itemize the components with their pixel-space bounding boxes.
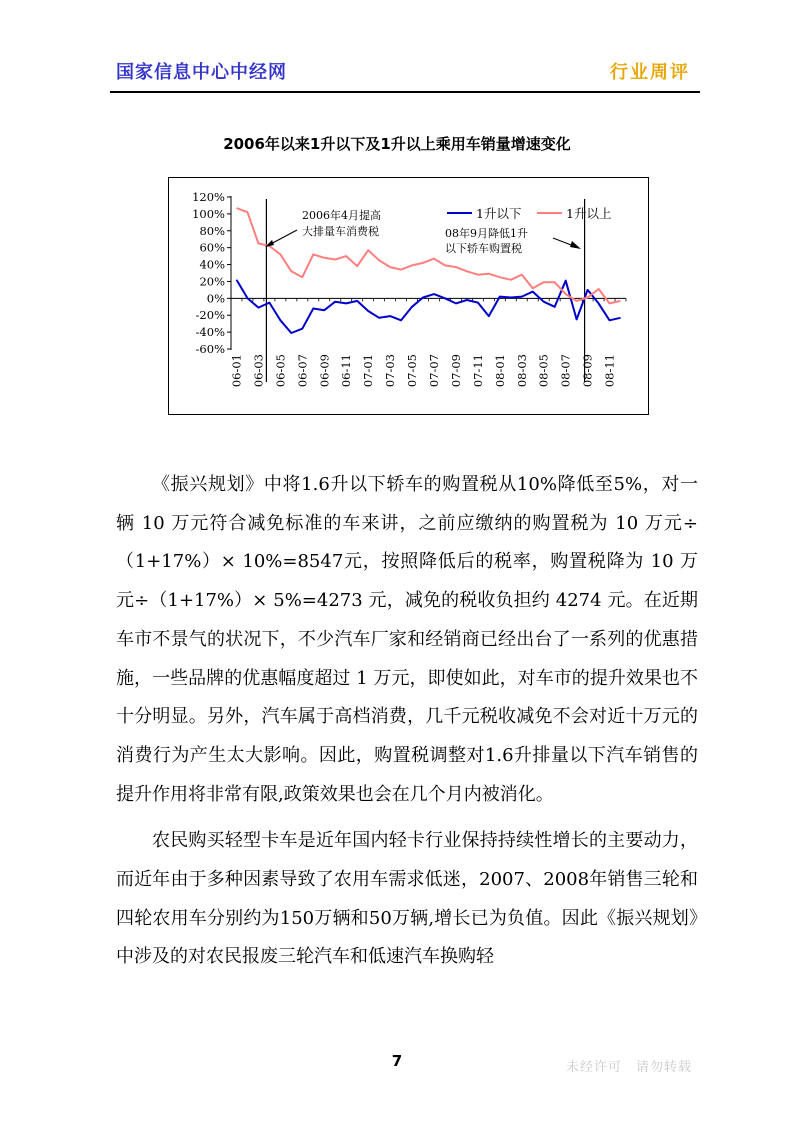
annotation-2-line-2: 以下轿车购置税 bbox=[445, 242, 522, 255]
page-number: 7 bbox=[391, 1052, 403, 1070]
paragraph-2: 农民购买轻型卡车是近年国内轻卡行业保持持续性增长的主要动力，而近年由于多种因素导致了农用车需求低迷，2007、2008年销售三轮和四轮农用车分别约为150万辆和50万辆,增长已为负值。因此《振兴规划》中涉及的对农民报废三轮汽车和低速汽车换购轻 bbox=[116, 830, 698, 968]
y-tick-label: 120% bbox=[192, 190, 225, 204]
x-tick-label: 08-07 bbox=[558, 354, 573, 388]
x-tick-label: 08-11 bbox=[602, 354, 617, 388]
x-tick-label: 06-05 bbox=[273, 354, 288, 388]
legend-label-1: 1升以下 bbox=[476, 206, 522, 221]
site-name: 国家信息中心中经网 bbox=[116, 62, 287, 83]
x-tick-label: 06-03 bbox=[251, 354, 266, 388]
x-tick-label: 08-09 bbox=[580, 354, 595, 388]
y-tick-label: 40% bbox=[199, 257, 225, 272]
x-tick-label: 07-03 bbox=[383, 354, 398, 388]
series-line-1 bbox=[237, 280, 621, 333]
x-tick-label: 06-01 bbox=[229, 354, 244, 388]
x-tick-label: 07-01 bbox=[361, 354, 376, 388]
header-divider bbox=[110, 91, 700, 93]
y-tick-label: -20% bbox=[195, 308, 225, 323]
x-tick-label: 06-07 bbox=[295, 354, 310, 388]
annotation-1-line-2: 大排量车消费税 bbox=[302, 225, 379, 238]
paragraph-1: 《振兴规划》中将1.6升以下轿车的购置税从10%降低至5%，对一辆 10 万元符合减免标准的车来讲，之前应缴纳的购置税为 10 万元÷（1+17%）× 10%=8547元，按照降低后的税率，购置税降为 10 万元÷（1+17%）× 5%=4273 元，减免的税收负担约 4274 元。在近期车市不景气的状况下，不少汽车厂家和经销商已经出台了一系列的优惠措施，一些品牌的优惠幅度超过 1 万元，即使如此，对车市的提升效果也不十分明显。另外，汽车属于高档消费，几千元税收减免不会对近十万元的消费行为产生太大影响。因此，购置税调整对1.6升排量以下汽车销售的提升作用将非常有限,政策效果也会在几个月内被消化。 bbox=[116, 474, 698, 805]
x-tick-label: 08-03 bbox=[514, 354, 529, 388]
watermark: 未经许可 请勿转载 bbox=[566, 1060, 693, 1075]
chart-title: 2006年以来1升以下及1升以上乘用车销量增速变化 bbox=[223, 135, 571, 153]
x-tick-label: 06-09 bbox=[317, 354, 332, 388]
x-tick-label: 07-05 bbox=[405, 354, 420, 388]
chart-svg bbox=[169, 178, 648, 414]
x-tick-label: 08-01 bbox=[492, 354, 507, 388]
y-tick-label: -60% bbox=[195, 342, 225, 356]
body-text bbox=[116, 466, 698, 977]
y-tick-label: 100% bbox=[192, 206, 225, 221]
x-tick-label: 07-07 bbox=[426, 354, 441, 388]
legend-label-2: 1升以上 bbox=[566, 206, 612, 221]
y-tick-label: -40% bbox=[195, 325, 225, 340]
x-tick-label: 07-11 bbox=[470, 354, 485, 388]
x-tick-label: 06-11 bbox=[339, 354, 354, 388]
y-tick-label: 80% bbox=[199, 223, 225, 238]
y-tick-label: 20% bbox=[199, 274, 225, 289]
x-tick-label: 07-09 bbox=[448, 354, 463, 388]
section-name: 行业周评 bbox=[610, 62, 690, 83]
line-chart bbox=[168, 177, 649, 415]
x-tick-label: 08-05 bbox=[536, 354, 551, 388]
annotation-1-line-1: 2006年4月提高 bbox=[302, 209, 381, 222]
y-tick-label: 60% bbox=[199, 240, 225, 255]
annotation-2-arrow-head bbox=[570, 241, 581, 249]
y-tick-label: 0% bbox=[206, 291, 225, 306]
annotation-2-line-1: 08年9月降低1升 bbox=[445, 227, 528, 240]
